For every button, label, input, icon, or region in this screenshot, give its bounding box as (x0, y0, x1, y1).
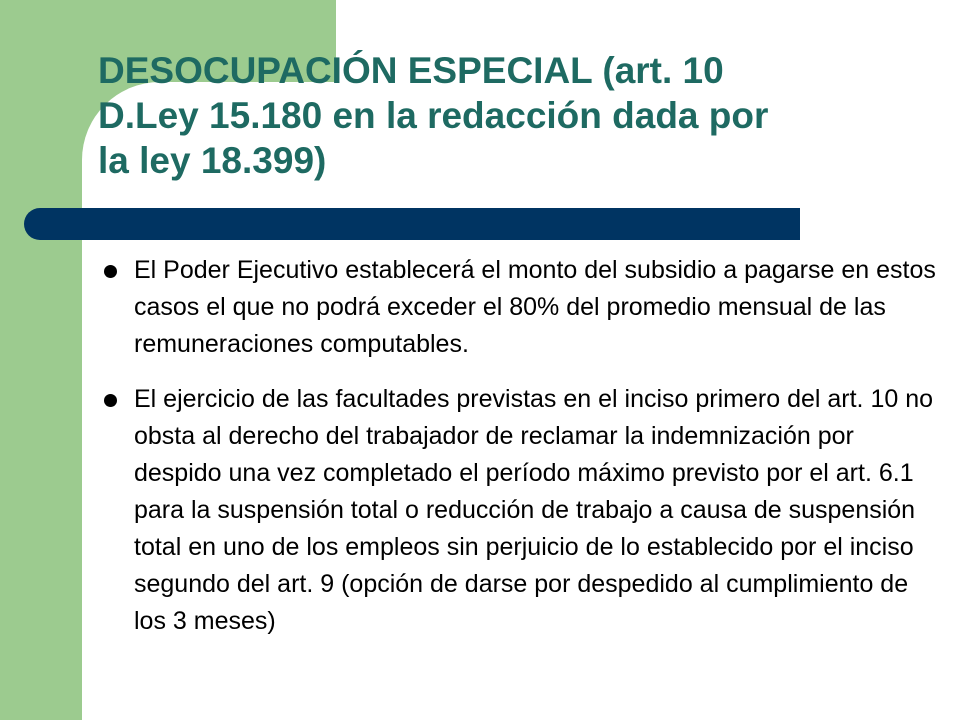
decorative-green-strip (0, 0, 82, 720)
list-item (100, 252, 940, 363)
bullet-text: El Poder Ejecutivo establecerá el monto del subsidio a pagarse en estos casos el que no podrá exceder el 80% del promedio mensual de las remuneraciones computables. (134, 256, 936, 358)
slide-title: DESOCUPACIÓN ESPECIAL (art. 10 D.Ley 15.180 en la redacción dada por la ley 18.399) (98, 50, 769, 181)
title-divider-bar (24, 208, 800, 240)
list-item (100, 381, 940, 640)
bullet-icon (104, 394, 117, 407)
bullet-icon (104, 265, 117, 278)
bullet-list (100, 252, 940, 658)
bullet-text: El ejercicio de las facultades previstas en el inciso primero del art. 10 no obsta al derecho del trabajador de reclamar la indemnización por despido una vez completado el período máximo previsto por el art. 6.1 para la suspensión total o reducción de trabajo a causa de suspensión total en uno de los empleos sin perjuicio de lo establecido por el inciso segundo del art. 9 (opción de darse por despedido al cumplimiento de los 3 meses) (134, 385, 934, 635)
